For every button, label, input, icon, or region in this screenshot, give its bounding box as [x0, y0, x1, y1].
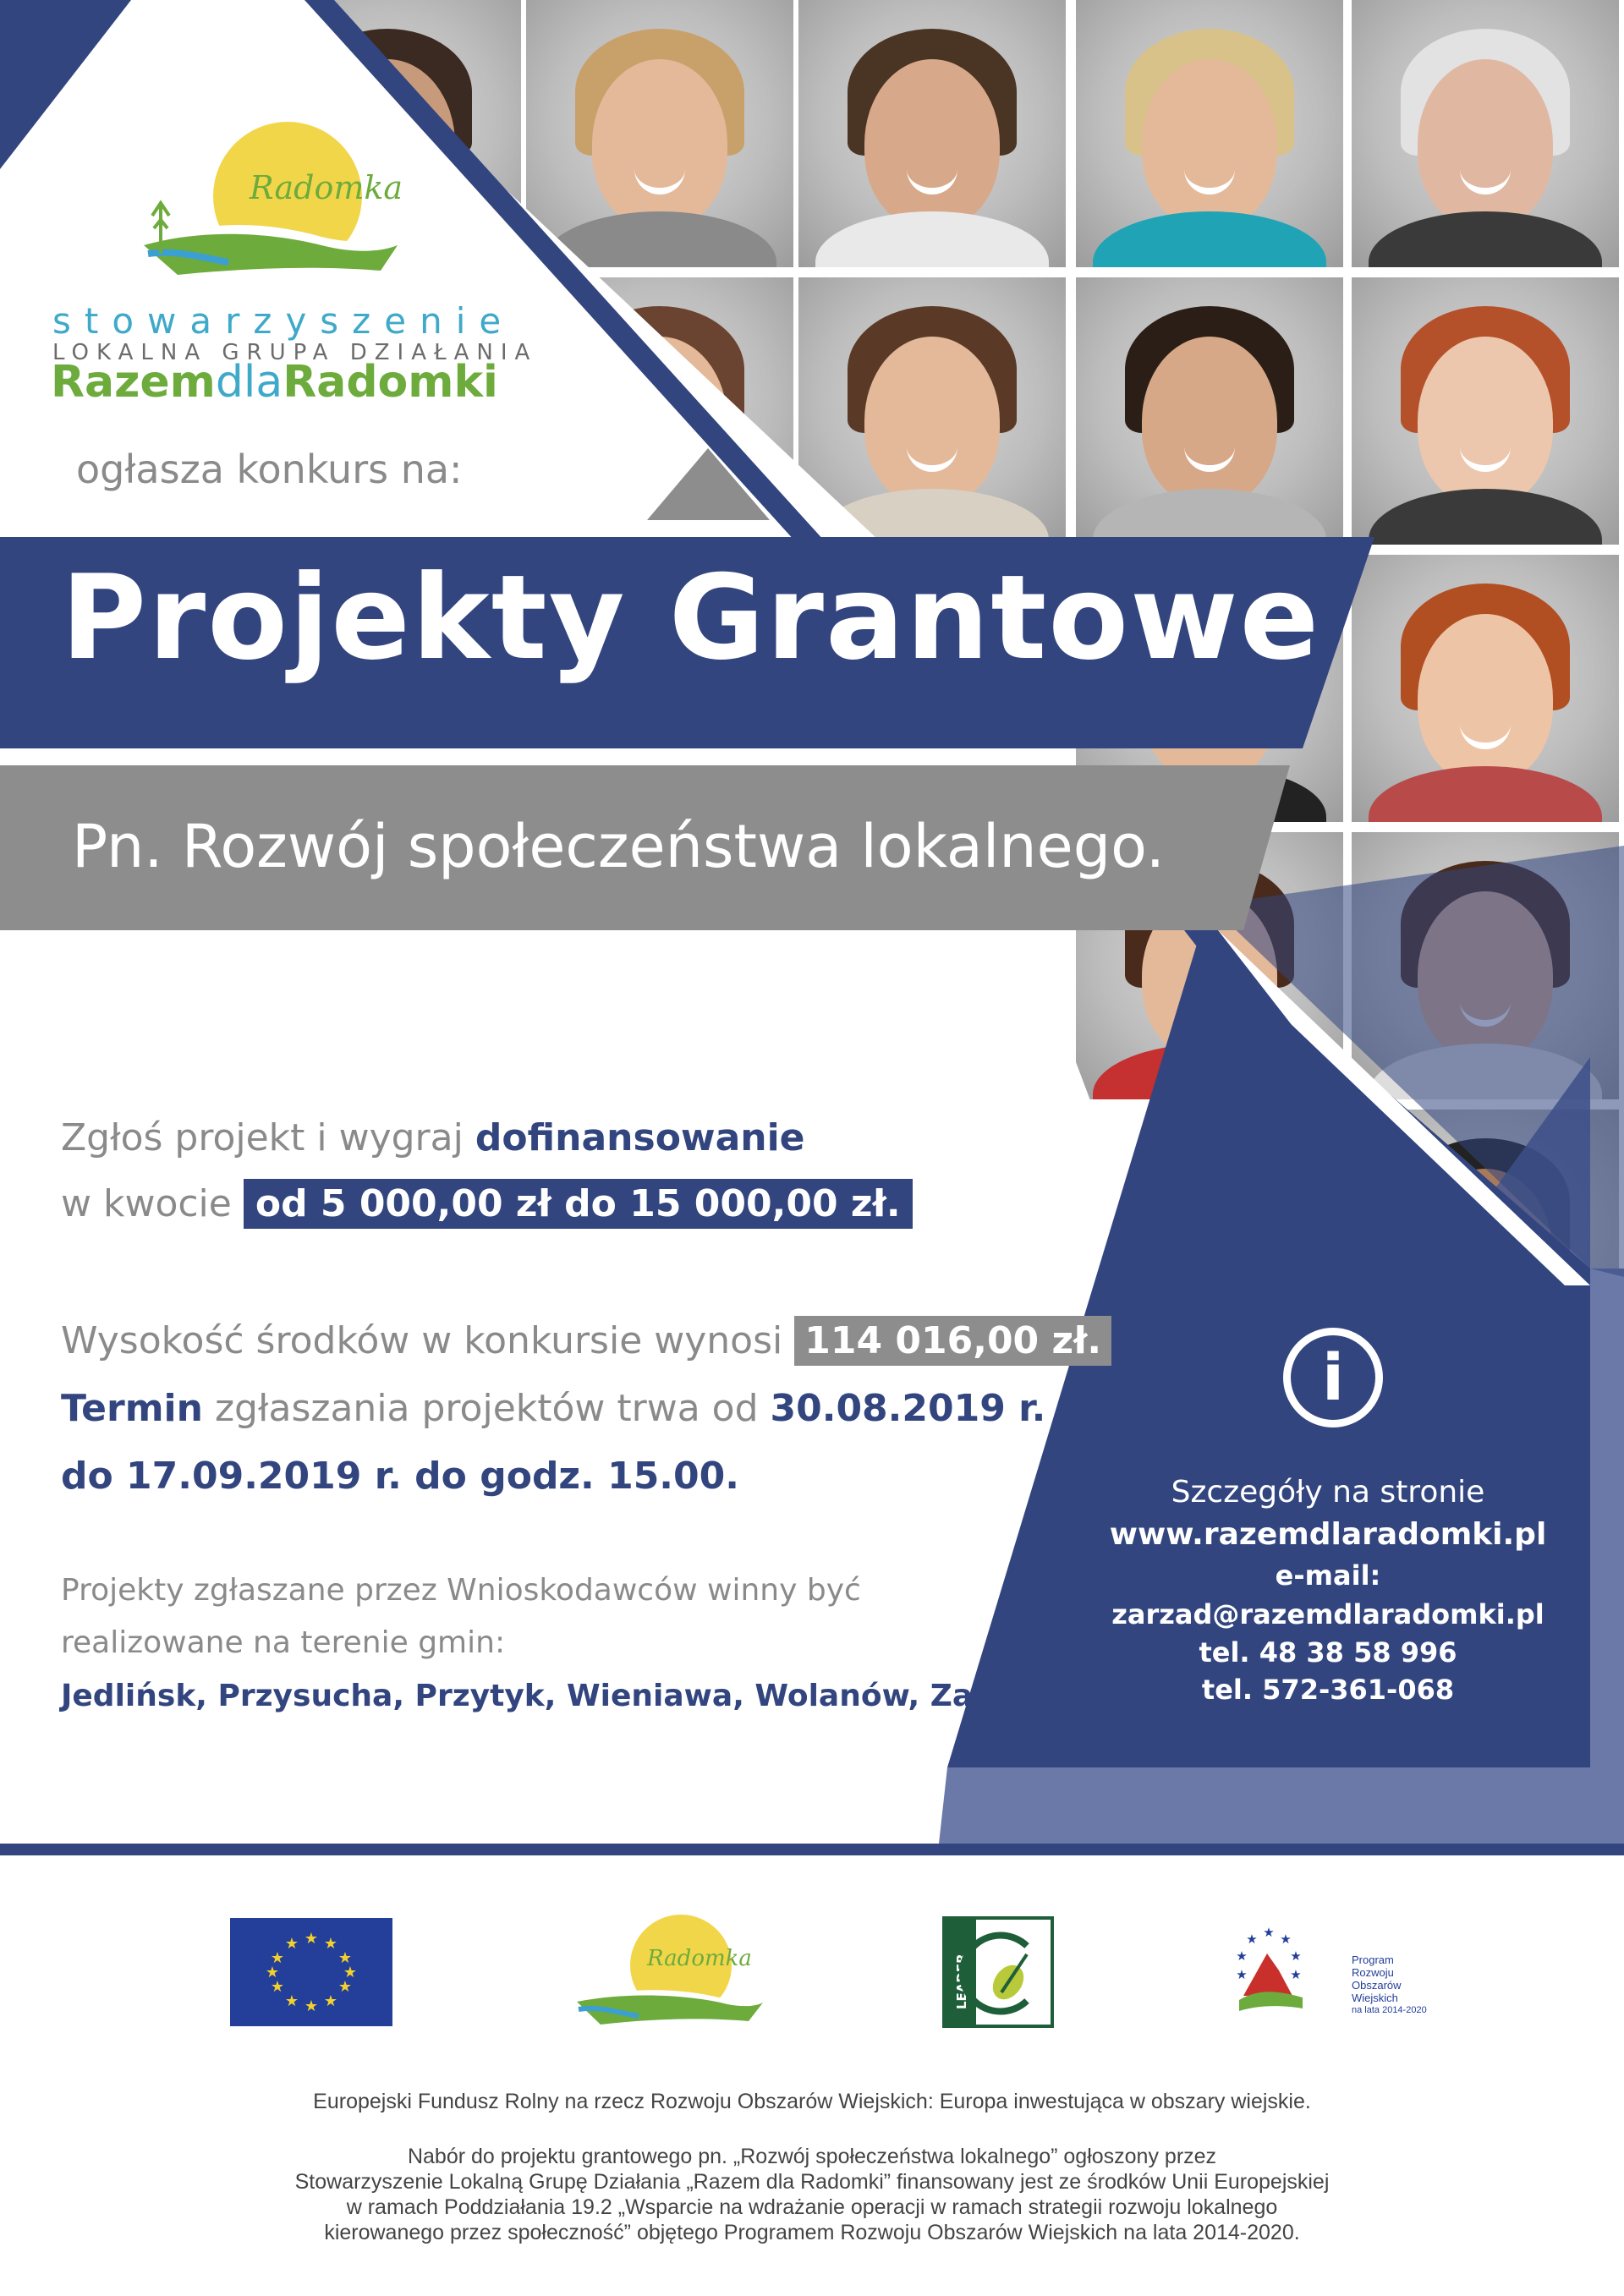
prow-line5: na lata 2014-2020 — [1352, 2005, 1427, 2015]
footer-legal-line4: kierowanego przez społeczność” objętego Programem Rozwoju Obszarów Wiejskich na lata 2014-2020. — [324, 2221, 1300, 2244]
funds-label: Wysokość środków w konkursie wynosi — [61, 1319, 795, 1362]
svg-text:★: ★ — [284, 1935, 299, 1953]
svg-text:★: ★ — [284, 1992, 299, 2010]
footer-funding-note: Europejski Fundusz Rolny na rzecz Rozwoju Obszarów Wiejskich: Europa inwestująca w obszary wiejskie. — [313, 2090, 1311, 2113]
area-line2: realizowane na terenie gmin: — [61, 1625, 506, 1660]
svg-text:★: ★ — [323, 1992, 338, 2010]
prow-logo — [1226, 1920, 1311, 2021]
deadline-line2: do 17.09.2019 r. do godz. 15.00. — [61, 1455, 739, 1498]
svg-text:★: ★ — [304, 1997, 319, 2015]
eu-flag-logo — [230, 1918, 392, 2026]
prow-line3: Obszarów — [1352, 1979, 1402, 1992]
svg-text:★: ★ — [1236, 1948, 1248, 1964]
area-line3: Jedlińsk, Przysucha, Przytyk, Wieniawa, Wolanów, Zakrzew. — [61, 1679, 1084, 1713]
info-details-label: Szczegóły na stronie — [1171, 1475, 1485, 1510]
leader-logo — [942, 1916, 1054, 2028]
offer-l2-a: w kwocie — [61, 1182, 244, 1225]
svg-text:★: ★ — [1246, 1932, 1258, 1947]
prow-line1: Program — [1352, 1954, 1394, 1966]
deadline-c: 30.08.2019 r. — [770, 1387, 1046, 1430]
offer-line2 — [61, 1182, 913, 1225]
logo-script-text: Radomka — [250, 169, 403, 206]
page-title: Projekty Grantowe — [61, 550, 1321, 686]
svg-text:★: ★ — [270, 1978, 285, 1996]
lgd-logo-small — [567, 1913, 770, 2031]
svg-text:★: ★ — [323, 1935, 338, 1953]
svg-text:★: ★ — [304, 1930, 319, 1948]
funds-line — [61, 1319, 1111, 1362]
grant-range-badge: od 5 000,00 zł do 15 000,00 zł. — [244, 1179, 913, 1229]
leader-text: LEADER — [954, 1954, 969, 2009]
website-link[interactable]: www.razemdlaradomki.pl — [1109, 1517, 1547, 1552]
deadline-b: zgłaszania projektów trwa od — [202, 1387, 771, 1430]
footer-legal-line1: Nabór do projektu grantowego pn. „Rozwój społeczeństwa lokalnego” ogłoszony przez — [407, 2145, 1217, 2168]
prow-caption — [1352, 1954, 1427, 2017]
org-name-c: Radomki — [283, 357, 498, 408]
email-link[interactable]: e-mail: zarzad@razemdlaradomki.pl — [1111, 1559, 1544, 1630]
footer-legal-line3: w ramach Poddziałania 19.2 „Wsparcie na wdrażanie operacji w ramach strategii rozwoju lokalnego — [346, 2195, 1278, 2219]
phone-1: tel. 48 38 58 996 — [1199, 1636, 1457, 1669]
deadline-line1 — [61, 1387, 1045, 1430]
svg-text:★: ★ — [337, 1949, 353, 1967]
subtitle: Pn. Rozwój społeczeństwa lokalnego. — [72, 812, 1165, 881]
svg-text:★: ★ — [270, 1949, 285, 1967]
area-line1: Projekty zgłaszane przez Wnioskodawców winny być — [61, 1573, 861, 1608]
offer-line1 — [61, 1116, 805, 1159]
svg-text:★: ★ — [265, 1964, 280, 1981]
announce-text: ogłasza konkurs na: — [76, 447, 463, 492]
org-line2: LOKALNA GRUPA DZIAŁANIA — [52, 340, 538, 365]
svg-text:★: ★ — [343, 1964, 358, 1981]
deadline-a: Termin — [61, 1387, 203, 1430]
org-name — [51, 357, 498, 408]
org-line1: stowarzyszenie — [52, 300, 515, 342]
svg-text:★: ★ — [1236, 1967, 1248, 1982]
svg-text:★: ★ — [1263, 1925, 1275, 1940]
prow-line4: Wiejskich — [1352, 1992, 1398, 2004]
footer-legal-line2: Stowarzyszenie Lokalną Grupę Działania „Razem dla Radomki” finansowany jest ze środków Unii Europejskiej — [294, 2170, 1330, 2194]
info-icon — [1283, 1328, 1383, 1427]
org-name-b: dla — [215, 357, 283, 408]
svg-text:★: ★ — [1290, 1967, 1302, 1982]
prow-line2: Rozwoju — [1352, 1966, 1394, 1979]
svg-text:★: ★ — [1280, 1932, 1292, 1947]
offer-l1-b: dofinansowanie — [475, 1116, 805, 1159]
info-panel — [1074, 1471, 1582, 1708]
svg-text:★: ★ — [337, 1978, 353, 1996]
phone-2: tel. 572-361-068 — [1201, 1674, 1455, 1706]
divider — [0, 1844, 1624, 1855]
lgd-logo — [127, 118, 406, 288]
logo-small-script: Radomka — [647, 1946, 752, 1971]
offer-l1-a: Zgłoś projekt i wygraj — [61, 1116, 475, 1159]
info-icon-glyph: i — [1321, 1340, 1345, 1415]
org-name-a: Razem — [51, 357, 216, 408]
funds-amount-badge: 114 016,00 zł. — [794, 1316, 1111, 1366]
svg-text:★: ★ — [1290, 1948, 1302, 1964]
